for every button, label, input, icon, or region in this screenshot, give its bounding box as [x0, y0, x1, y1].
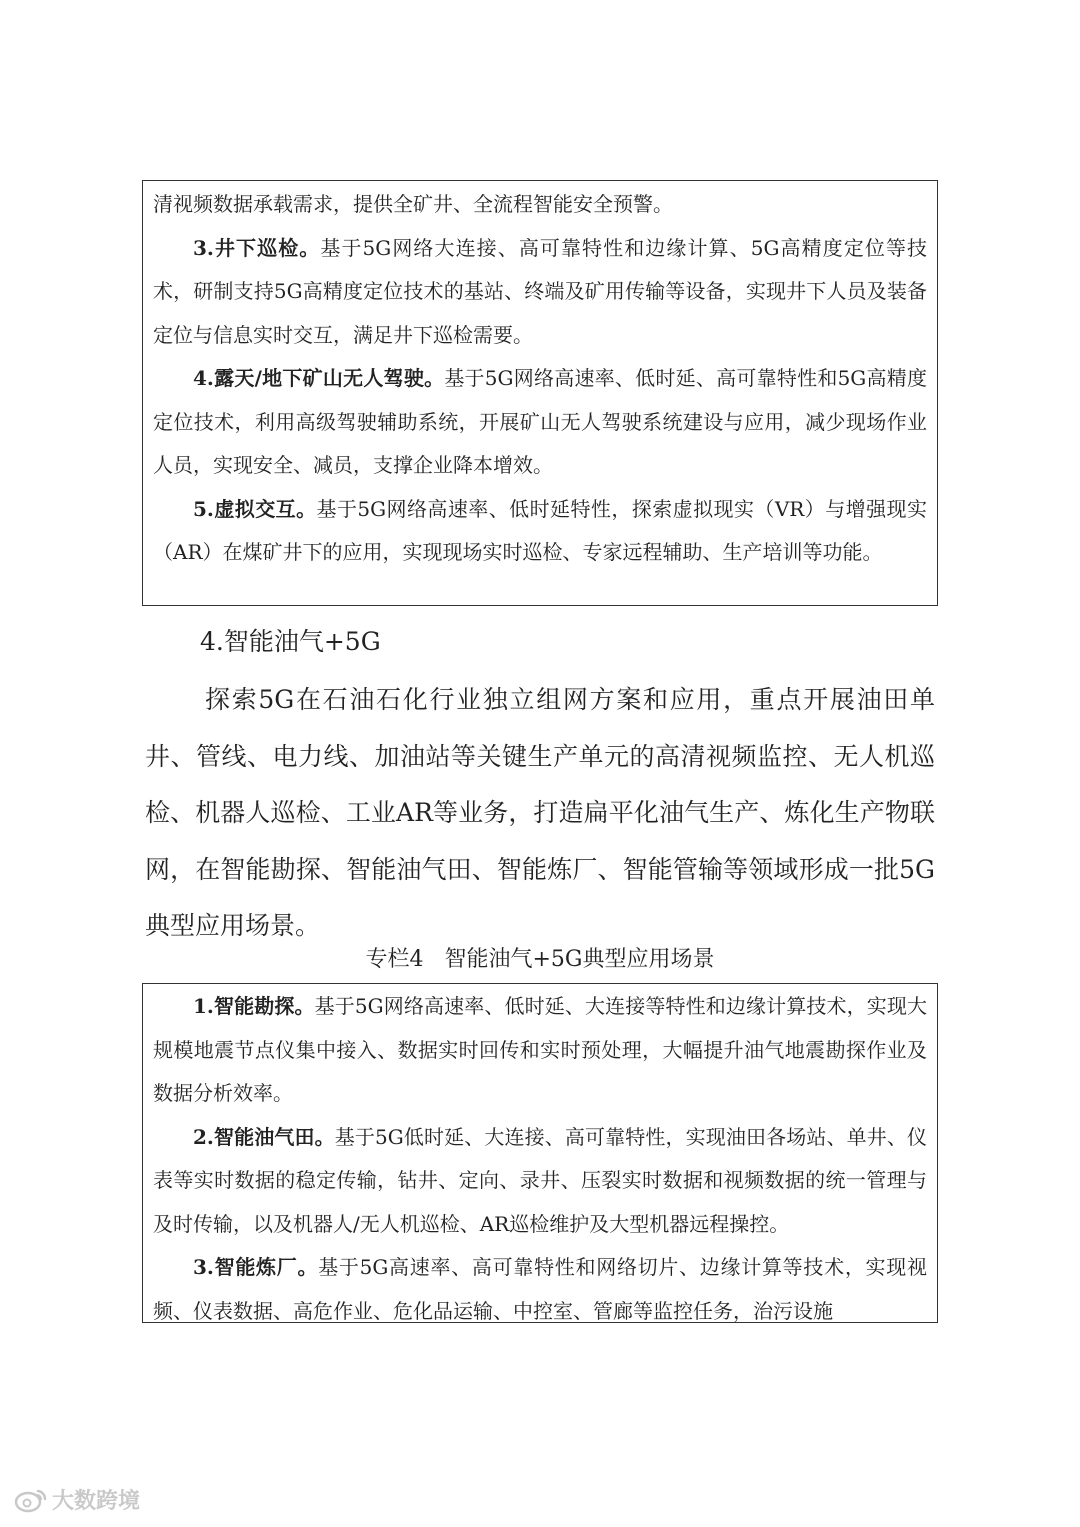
paragraph-text: 基于5G高速率、高可靠特性和网络切片、边缘计算等技术，实现视频、仪表数据、高危作业、危化品运输、中控室、管廊等监控任务，治污设施 [153, 1255, 927, 1323]
item-title: 1.智能勘探。 [193, 994, 315, 1018]
column-caption: 专栏4 智能油气+5G典型应用场景 [365, 947, 715, 972]
box-paragraph [153, 985, 927, 1116]
section-heading: 4.智能油气+5G [200, 627, 381, 656]
paragraph-text: 基于5G网络高速率、低时延特性，探索虚拟现实（VR）与增强现实（AR）在煤矿井下的应用，实现现场实时巡检、专家远程辅助、生产培训等功能。 [153, 496, 927, 564]
weibo-logo-icon [14, 1487, 48, 1513]
column-box-mining [142, 180, 938, 606]
item-title: 5.虚拟交互。 [193, 496, 317, 521]
column-box-oil-gas [142, 983, 938, 1323]
paragraph-text: 清视频数据承载需求，提供全矿井、全流程智能安全预警。 [153, 192, 673, 216]
box-paragraph [153, 1116, 927, 1247]
item-title: 2.智能油气田。 [193, 1124, 335, 1149]
paragraph-text: 基于5G低时延、大连接、高可靠特性，实现油田各场站、单井、仪表等实时数据的稳定传输，钻井、定向、录井、压裂实时数据和视频数据的统一管理与及时传输，以及机器人/无人机巡检、AR巡检维护及大型机器远程操控。 [153, 1124, 927, 1236]
box-paragraph [153, 227, 927, 358]
box-paragraph [153, 488, 927, 575]
box-paragraph [153, 183, 927, 227]
item-title: 3.智能炼厂。 [193, 1255, 319, 1279]
item-title: 3.井下巡检。 [193, 235, 321, 260]
box-paragraph [153, 357, 927, 488]
box-paragraph [153, 1246, 927, 1333]
paragraph-text: 基于5G网络高速率、低时延、高可靠特性和5G高精度定位技术，利用高级驾驶辅助系统，开展矿山无人驾驶系统建设与应用，减少现场作业人员，实现安全、减员，支撑企业降本增效。 [153, 366, 927, 477]
item-title: 4.露天/地下矿山无人驾驶。 [193, 366, 445, 390]
watermark-text: 大数跨境 [52, 1488, 141, 1513]
paragraph-text: 基于5G网络大连接、高可靠特性和边缘计算、5G高精度定位等技术，研制支持5G高精度定位技术的基站、终端及矿用传输等设备，实现井下人员及装备定位与信息实时交互，满足井下巡检需要。 [153, 235, 927, 347]
watermark [14, 1484, 140, 1515]
paragraph-text: 基于5G网络高速率、低时延、大连接等特性和边缘计算技术，实现大规模地震节点仪集中接入、数据实时回传和实时预处理，大幅提升油气地震勘探作业及数据分析效率。 [153, 994, 927, 1105]
section-body: 探索5G在石油石化行业独立组网方案和应用，重点开展油田单井、管线、电力线、加油站等关键生产单元的高清视频监控、无人机巡检、机器人巡检、工业AR等业务，打造扁平化油气生产、炼化生产物联网，在智能勘探、智能油气田、智能炼厂、智能管输等领域形成一批5G典型应用场景。 [145, 685, 935, 940]
